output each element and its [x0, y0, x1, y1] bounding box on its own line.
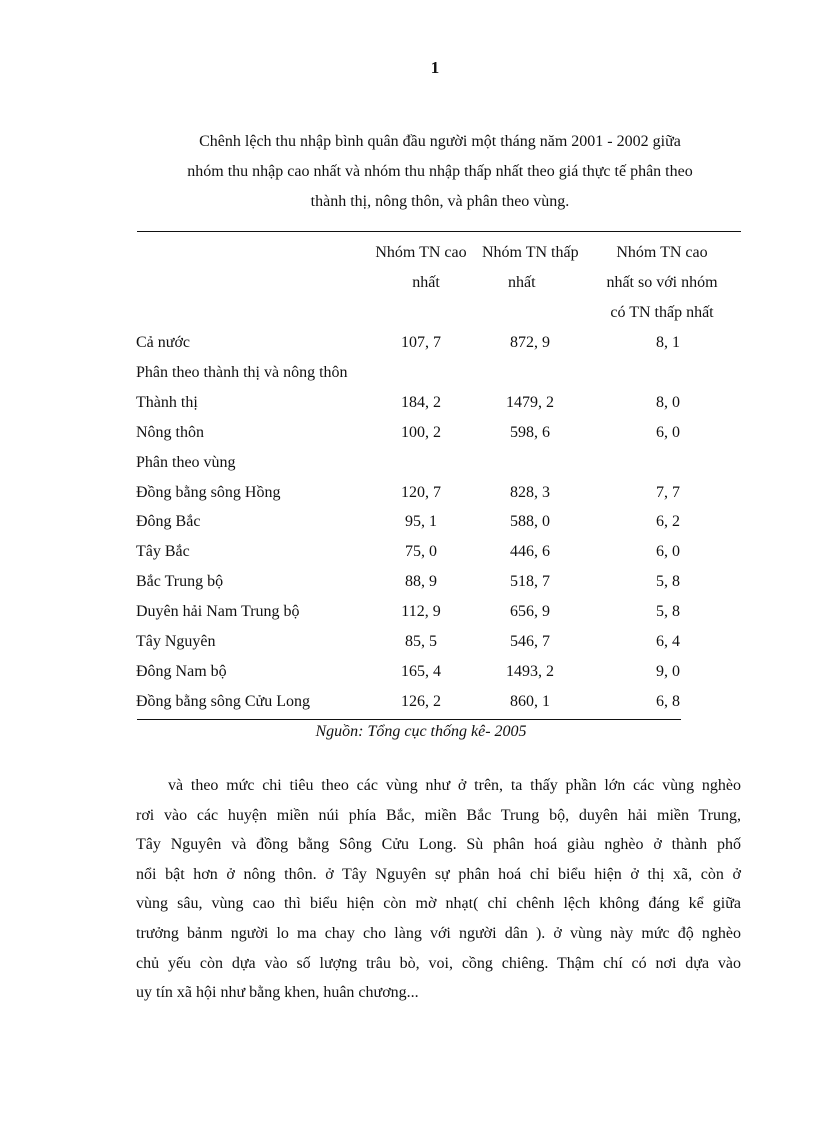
caption-line: thành thị, nông thôn, và phân theo vùng.: [310, 193, 570, 210]
header-line: có TN thấp nhất: [610, 304, 714, 321]
row-value-c3: 7, 7: [656, 483, 680, 501]
row-label: Phân theo vùng: [136, 453, 236, 471]
row-value-c3: 9, 0: [656, 662, 680, 680]
row-value-c3: 5, 8: [656, 603, 680, 621]
row-label: Bắc Trung bộ: [136, 573, 224, 591]
page-number: 1: [430, 58, 440, 77]
row-value-c3: 8, 0: [656, 393, 680, 411]
row-value-c1: 184, 2: [401, 393, 441, 411]
header-line: Nhóm TN thấp: [482, 244, 579, 261]
row-value-c2: 828, 3: [510, 483, 550, 501]
paragraph-line: rơi vào các huyện miền núi phía Bắc, miền Bắc Trung bộ, duyên hải miền Trung,: [136, 806, 741, 824]
row-value-c2: 872, 9: [510, 334, 550, 351]
row-label: Đồng bằng sông Hồng: [136, 483, 281, 501]
row-value-c3: 6, 0: [656, 423, 680, 441]
row-label: Tây Bắc: [136, 543, 190, 561]
row-value-c2: 1493, 2: [506, 662, 554, 680]
paragraph-line: và theo mức chi tiêu theo các vùng như ở trên, ta thấy phần lớn các vùng nghèo: [168, 777, 741, 794]
paragraph-line: chủ yếu còn dựa vào số lượng trâu bò, voi, cồng chiêng. Thậm chí có nơi dựa vào: [136, 954, 741, 972]
caption-line: nhóm thu nhập cao nhất và nhóm thu nhập thấp nhất theo giá thực tế phân theo: [187, 163, 693, 180]
paragraph-line: nổi bật hơn ở nông thôn. ở Tây Nguyên sự phân hoá chỉ biểu hiện ở thị xã, còn ở: [136, 865, 741, 883]
row-value-c2: 518, 7: [510, 573, 550, 591]
row-value-c1: 112, 9: [401, 603, 441, 621]
row-value-c2: 546, 7: [510, 633, 550, 650]
row-value-c3: 6, 8: [656, 692, 680, 710]
header-col-ratio: [592, 238, 732, 328]
row-value-c1: 120, 7: [401, 483, 441, 501]
row-label: Cả nước: [136, 334, 191, 351]
row-value-c3: 5, 8: [656, 573, 680, 591]
paragraph-line: uy tín xã hội như bằng khen, huân chương...: [136, 984, 419, 1002]
row-value-c2: 1479, 2: [506, 393, 554, 411]
row-value-c1: 85, 5: [405, 633, 437, 650]
row-label: Đồng bằng sông Cửu Long: [136, 692, 310, 710]
table-top-rule: [137, 231, 741, 232]
row-value-c1: 107, 7: [401, 334, 441, 351]
header-line: nhất so với nhóm: [606, 274, 718, 291]
row-value-c1: 75, 0: [405, 543, 437, 561]
row-label: Duyên hải Nam Trung bộ: [136, 603, 300, 621]
source-note: Nguồn: Tổng cục thống kê- 2005: [315, 723, 527, 740]
body-paragraph: [136, 771, 741, 1008]
row-value-c3: 6, 2: [656, 513, 680, 531]
row-value-c1: 95, 1: [405, 513, 437, 531]
paragraph-line: trưởng bảnm người lo ma chay cho làng với người dân ). ở vùng này mức độ nghèo: [136, 924, 741, 942]
row-value-c1: 126, 2: [401, 692, 441, 710]
header-col-lowest-income: [478, 238, 596, 298]
paragraph-line: Tây Nguyên và đồng bằng Sông Cửu Long. Sù phân hoá giàu nghèo ở thành phố: [136, 836, 741, 854]
row-label: Phân theo thành thị và nông thôn: [136, 363, 348, 381]
row-value-c2: 598, 6: [510, 423, 550, 441]
row-value-c1: 88, 9: [405, 573, 437, 591]
table-caption: [140, 127, 740, 217]
header-line: nhất: [508, 274, 536, 291]
row-value-c3: 6, 4: [656, 633, 680, 650]
row-value-c1: 100, 2: [401, 423, 441, 441]
row-label: Nông thôn: [136, 423, 204, 441]
row-value-c2: 588, 0: [510, 513, 550, 531]
row-label: Đông Nam bộ: [136, 662, 227, 680]
row-label: Đông Bắc: [136, 513, 201, 531]
header-line: nhất: [412, 274, 440, 291]
caption-line: Chênh lệch thu nhập bình quân đầu người một tháng năm 2001 - 2002 giữa: [199, 133, 681, 150]
row-value-c1: 165, 4: [401, 662, 441, 680]
row-label: Tây Nguyên: [136, 633, 216, 650]
row-value-c2: 446, 6: [510, 543, 550, 561]
paragraph-line: vùng sâu, vùng cao thì biểu hiện còn mờ nhạt( chỉ chênh lệch không đáng kể giữa: [136, 895, 741, 913]
row-label: Thành thị: [136, 393, 198, 411]
header-col-highest-income: [360, 238, 482, 298]
header-line: Nhóm TN cao: [616, 244, 708, 261]
row-value-c2: 860, 1: [510, 692, 550, 710]
row-value-c3: 8, 1: [656, 334, 680, 351]
row-value-c3: 6, 0: [656, 543, 680, 561]
header-line: Nhóm TN cao: [375, 244, 467, 261]
row-value-c2: 656, 9: [510, 603, 550, 621]
